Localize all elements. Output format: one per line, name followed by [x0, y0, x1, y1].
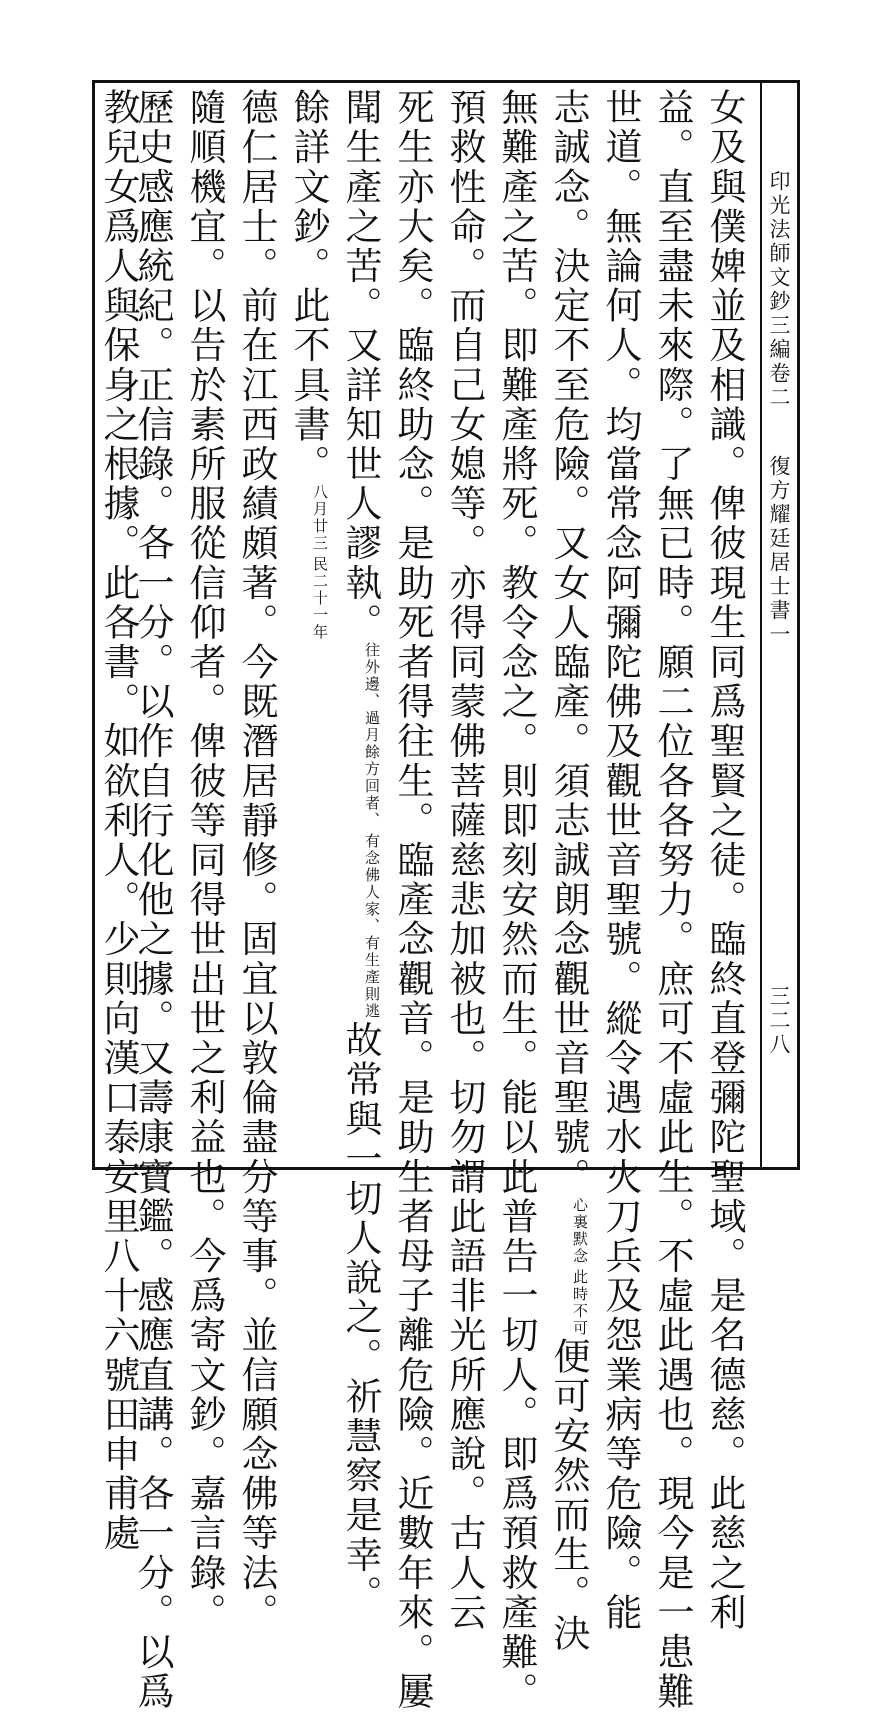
interlinear-note	[572, 1197, 587, 1337]
interlinear-note	[364, 642, 379, 1020]
book-title: 印光法師文鈔三編卷二	[767, 170, 791, 410]
text-column-10: 德仁居士。前在江西政績頗著。今既潛居靜修。固宜以敦倫盡分等事。並信願念佛等法。	[235, 88, 278, 1633]
column-9-main-text: 餘詳文鈔。此不具書。	[287, 88, 330, 484]
text-column-12: 歷史感應統紀。正信錄。各一分。以作自行化他之據。又壽康寶鑑。感應直講。各一分。以爲	[131, 88, 174, 1712]
text-column-13: 教兒女爲人與保身之根據。此各書。如欲利人。少則向漢口泰安里八十六號田申甫處	[97, 88, 140, 1554]
note-left-line: 往外邊、過月餘方回者、	[363, 642, 381, 830]
text-column-5: 無難產之苦。即難產將死。教令念之。則即刻安然而生。能以此普告一切人。即爲預救產難。	[495, 88, 538, 1712]
text-column-3: 世道。無論何人。均當常念阿彌陀佛及觀世音聖號。縱令遇水火刀兵及怨業病等危險。能	[599, 88, 642, 1633]
note-right-line: 民二十一年	[311, 556, 329, 641]
letter-title: 復方耀廷居士書一	[767, 455, 791, 647]
frame-right-border	[797, 80, 800, 1170]
note-left-line: 心裏默念	[571, 1196, 589, 1265]
column-8-main-text: 聞生產之苦。又詳知世人謬執。	[339, 88, 382, 643]
text-column-4	[547, 88, 590, 1654]
column-4-continued-text: 便可安然而生。決	[547, 1336, 590, 1654]
column-4-main-text: 志誠念。決定不至危險。又女人臨產。須志誠朗念觀世音聖號。	[547, 88, 590, 1197]
page-number: 三二八	[767, 985, 791, 1057]
text-column-9	[287, 88, 330, 641]
frame-left-border	[92, 80, 95, 1170]
note-right-line: 此時不可	[571, 1268, 589, 1337]
text-column-1: 女及與僕婢並及相識。俾彼現生同爲聖賢之徒。臨終直登彌陀聖域。是名德慈。此慈之利	[703, 88, 746, 1633]
note-right-line: 有念佛人家、有生產則逃	[363, 833, 381, 1021]
note-left-line: 八月廿三	[311, 484, 329, 552]
text-column-8	[339, 88, 382, 1615]
margin-divider	[760, 80, 762, 1170]
text-column-11: 隨順機宜。以告於素所服從信仰者。俾彼等同得世出世之利益也。今爲寄文鈔。嘉言錄。	[183, 88, 226, 1633]
column-8-continued-text: 故常與一切人說之。祈慧察是幸。	[339, 1020, 382, 1615]
text-column-2: 益。直至盡未來際。了無已時。願二位各各努力。庶可不虛此生。不虛此遇也。現今是一患難	[651, 88, 694, 1712]
text-column-7: 死生亦大矣。臨終助念。是助死者得往生。臨產念觀音。是助生者母子離危險。近數年來。屢	[391, 88, 434, 1712]
frame-top-border	[92, 80, 800, 83]
date-note	[312, 484, 327, 641]
text-column-6: 預救性命。而自己女媳等。亦得同蒙佛菩薩慈悲加被也。切勿謂此語非光所應說。古人云	[443, 88, 486, 1633]
